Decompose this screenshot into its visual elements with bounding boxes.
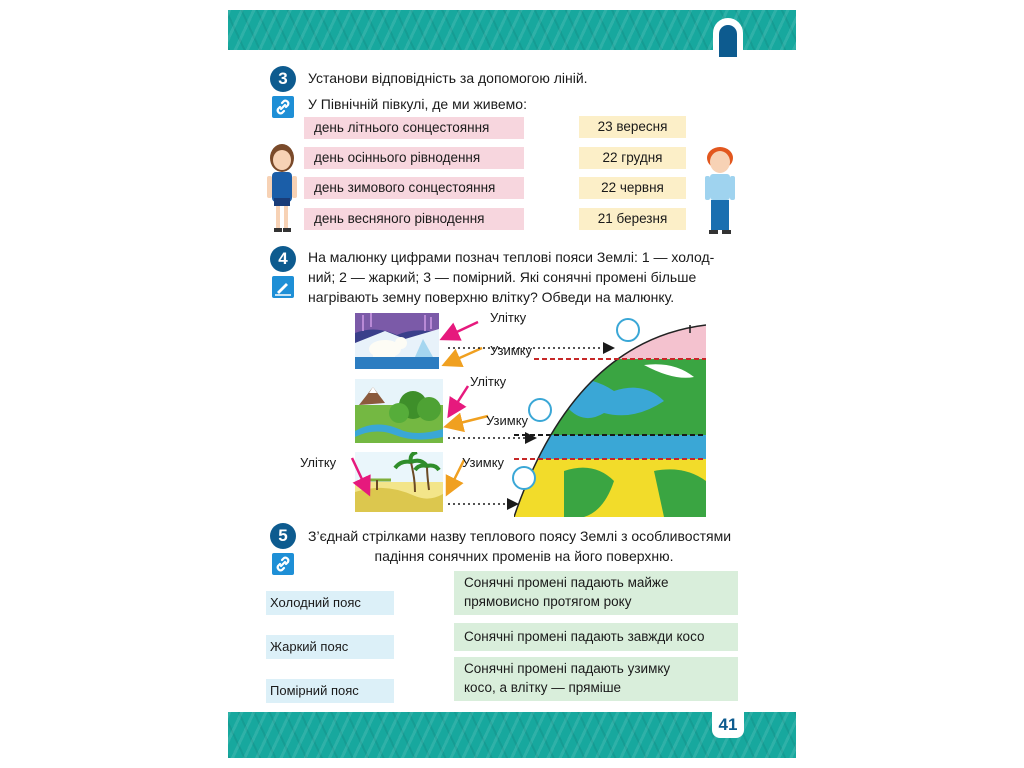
zone-name-item[interactable]: Жаркий пояс	[266, 635, 394, 659]
winter-label: Узимку	[486, 413, 529, 428]
season-day-item[interactable]: день осіннього рівнодення	[304, 147, 524, 169]
top-band	[228, 10, 796, 50]
winter-label: Узимку	[490, 343, 533, 358]
chapter-tab	[713, 18, 743, 60]
boy-illustration	[701, 144, 739, 236]
girl-illustration	[264, 142, 300, 234]
date-item[interactable]: 22 червня	[579, 177, 686, 199]
season-day-item[interactable]: день весняного рівнодення	[304, 208, 524, 230]
zone-name-item[interactable]: Помірний пояс	[266, 679, 394, 703]
task3-number: 3	[270, 66, 296, 92]
pencil-icon	[272, 276, 294, 298]
ray-description-item[interactable]: Сонячні промені падають майже прямовисно протягом року	[454, 571, 738, 615]
task3-subtitle: У Північній півкулі, де ми живемо:	[308, 96, 527, 112]
zone-name-item[interactable]: Холодний пояс	[266, 591, 394, 615]
page-number: 41	[712, 708, 744, 738]
task5-number: 5	[270, 523, 296, 549]
bottom-band	[228, 712, 796, 758]
date-item[interactable]: 22 грудня	[579, 147, 686, 169]
link-icon	[272, 96, 294, 118]
task4-line1: На малюнку цифрами познач теплові пояси Землі: 1 — холод-	[308, 249, 715, 265]
winter-label: Узимку	[462, 455, 505, 470]
task4-line3: нагрівають земну поверхню влітку? Обведи на малюнку.	[308, 289, 675, 305]
ray-description-item[interactable]: Сонячні промені падають узимку косо, а влітку — пряміше	[454, 657, 738, 701]
date-item[interactable]: 21 березня	[579, 208, 686, 230]
summer-label: Улітку	[300, 455, 337, 470]
task4-line2: ний; 2 — жаркий; 3 — помірний. Які сонячні промені більше	[308, 269, 697, 285]
season-day-item[interactable]: день літнього сонцестояння	[304, 117, 524, 139]
task3-instruction: Установи відповідність за допомогою ліній.	[308, 70, 588, 86]
task5-line2: падіння сонячних променів на його поверхню.	[374, 548, 674, 564]
ray-description-item[interactable]: Сонячні промені падають завжди косо	[454, 623, 738, 651]
link-icon	[272, 553, 294, 575]
sun-rays-arrows	[338, 310, 638, 510]
summer-label: Улітку	[490, 310, 527, 325]
workbook-page	[228, 10, 796, 758]
summer-label: Улітку	[470, 374, 507, 389]
date-item[interactable]: 23 вересня	[579, 116, 686, 138]
task4-number: 4	[270, 246, 296, 272]
task5-line1: З’єднай стрілками назву теплового поясу Землі з особливостями	[308, 528, 732, 544]
season-day-item[interactable]: день зимового сонцестояння	[304, 177, 524, 199]
